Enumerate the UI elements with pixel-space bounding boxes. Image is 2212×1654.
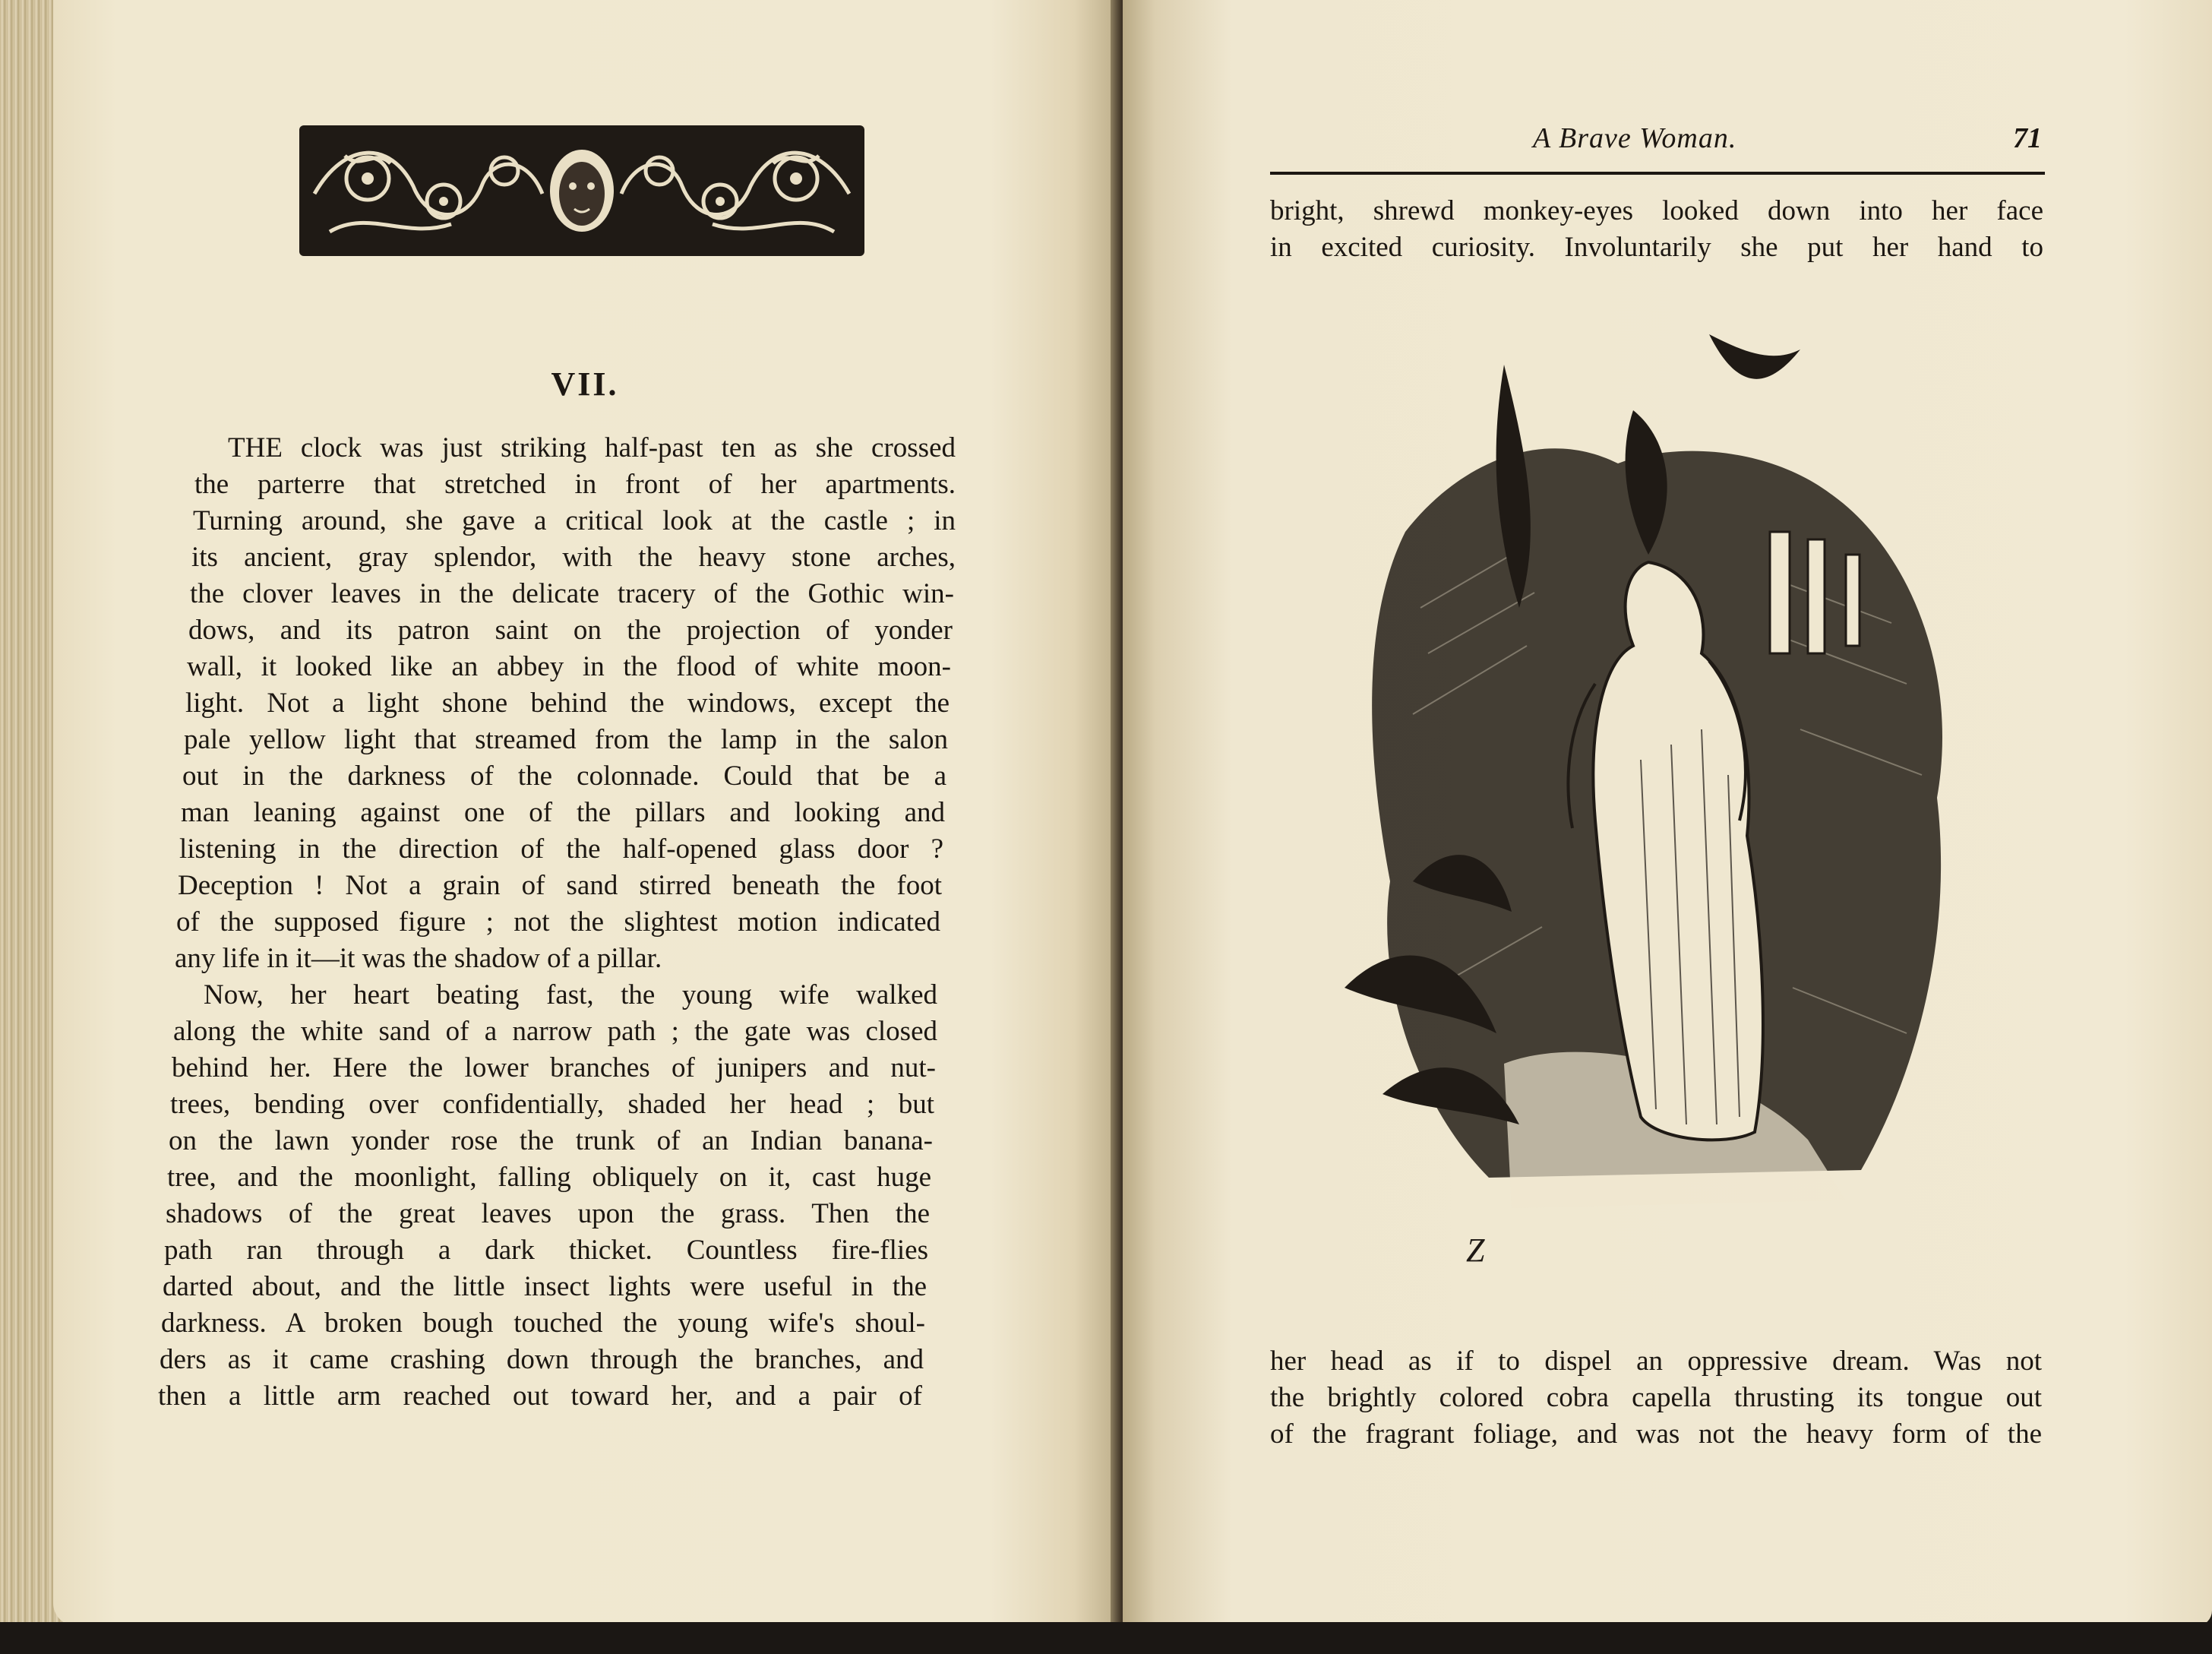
text-line: any life in it—it was the shadow of a pillar. [175, 943, 662, 974]
text-line: Now, her heart beating fast, the young wife walked [204, 979, 937, 1010]
header-rule [1270, 172, 2045, 175]
text-line: along the white sand of a narrow path ; the gate was closed [173, 1016, 937, 1047]
text-line: man leaning against one of the pillars and looking and [181, 797, 945, 828]
text-line: shadows of the great leaves upon the grass. Then the [166, 1198, 930, 1229]
text-line: wall, it looked like an abbey in the flood of white moon- [187, 651, 951, 682]
text-line: bright, shrewd monkey-eyes looked down into her face [1270, 195, 2043, 226]
text-line: her head as if to dispel an oppressive dream. Was not [1270, 1346, 2042, 1377]
text-line: out in the darkness of the colonnade. Could that be a [182, 761, 946, 792]
text-line: tree, and the moonlight, falling obliquely on it, cast huge [167, 1162, 931, 1193]
table-surface [0, 1622, 2212, 1654]
text-line: then a little arm reached out toward her, and a pair of [158, 1380, 922, 1412]
woman-in-garden-illustration [1314, 304, 1998, 1307]
text-line: THE clock was just striking half-past ten as she crossed [228, 432, 956, 463]
text-line: behind her. Here the lower branches of junipers and nut- [172, 1052, 936, 1083]
text-line: of the fragrant foliage, and was not the heavy form of the [1270, 1418, 2042, 1450]
text-line: path ran through a dark thicket. Countless fire-flies [164, 1235, 928, 1266]
artist-signature: Z [1466, 1232, 1485, 1269]
text-line: listening in the direction of the half-opened glass door ? [179, 833, 943, 865]
text-line: Turning around, she gave a critical look at the castle ; in [193, 505, 956, 536]
text-line: dows, and its patron saint on the projection of yonder [188, 615, 953, 646]
text-line: ders as it came crashing down through the branches, and [160, 1344, 924, 1375]
text-line: trees, bending over confidentially, shaded her head ; but [170, 1089, 934, 1120]
running-head: A Brave Woman. [1533, 122, 1737, 154]
text-line: in excited curiosity. Involuntarily she put her hand to [1270, 232, 2043, 263]
chapter-ornament-headpiece [299, 125, 864, 256]
text-line: the brightly colored cobra capella thrusting its tongue out [1270, 1382, 2042, 1413]
text-line: on the lawn yonder rose the trunk of an Indian banana- [169, 1125, 933, 1156]
text-line: darkness. A broken bough touched the young wife's shoul- [161, 1308, 925, 1339]
text-line: Deception ! Not a grain of sand stirred beneath the foot [178, 870, 942, 901]
text-line: the clover leaves in the delicate tracery of the Gothic win- [190, 578, 954, 609]
text-line: its ancient, gray splendor, with the heavy stone arches, [191, 542, 956, 573]
text-line: the parterre that stretched in front of her apartments. [194, 469, 956, 500]
text-line: darted about, and the little insect lights were useful in the [163, 1271, 927, 1302]
text-line: pale yellow light that streamed from the lamp in the salon [184, 724, 948, 755]
chapter-number: VII. [551, 365, 619, 403]
text-line: light. Not a light shone behind the windows, except the [185, 688, 950, 719]
text-line: of the supposed figure ; not the slightest motion indicated [176, 906, 940, 938]
page-number: 71 [2013, 122, 2042, 154]
